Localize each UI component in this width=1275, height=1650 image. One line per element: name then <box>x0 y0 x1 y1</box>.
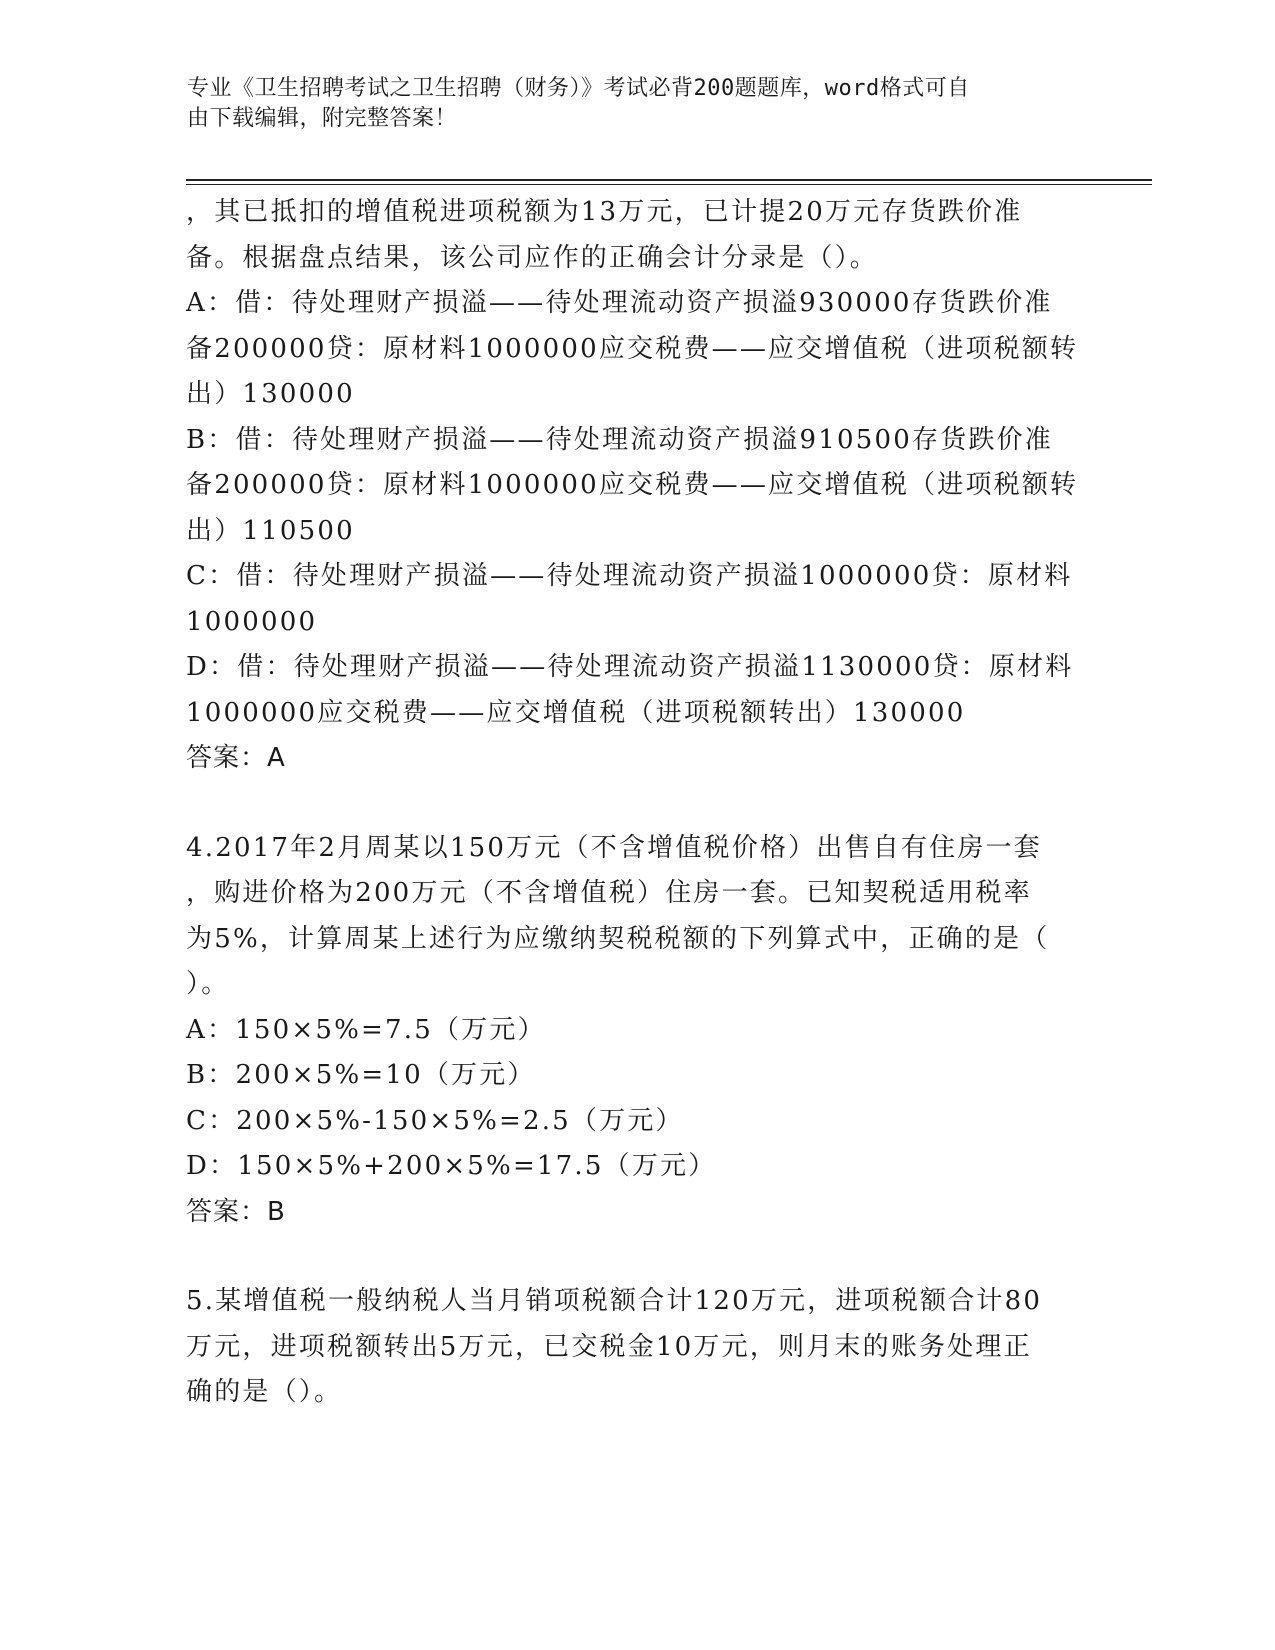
question-spacer <box>186 782 1076 826</box>
option-b-line: 出）110500 <box>186 515 355 546</box>
option-c-line: C：200×5%-150×5%=2.5（万元） <box>186 1105 684 1136</box>
option-a-line: A：借：待处理财产损溢——待处理流动资产损溢930000存货跌价准 <box>186 288 1053 318</box>
header-line: 由下载编辑，附完整答案！ <box>187 106 458 131</box>
option-b-line: 备200000贷：原材料1000000应交税费——应交增值税（进项税额转 <box>186 470 1079 500</box>
option-a-line: 备200000贷：原材料1000000应交税费——应交增值税（进项税额转 <box>186 333 1079 364</box>
document-header <box>187 74 1067 134</box>
question-stem-line: 5.某增值税一般纳税人当月销项税额合计120万元，进项税额合计80 <box>186 1286 1043 1316</box>
question-4 <box>186 826 1076 1236</box>
question-spacer <box>186 1235 1076 1279</box>
question-stem-line: 万元，进项税额转出5万元，已交税金10万元，则月末的账务处理正 <box>186 1331 1032 1362</box>
question-stem-line: 备。根据盘点结果，该公司应作的正确会计分录是（）。 <box>186 242 879 273</box>
option-c-line: 1000000 <box>186 606 318 637</box>
question-stem-line: ）。 <box>186 969 230 999</box>
option-a-line: A：150×5%=7.5（万元） <box>186 1014 546 1045</box>
option-a-line: 出）130000 <box>186 379 355 409</box>
document-body <box>186 190 1079 1416</box>
option-d-line: D：150×5%+200×5%=17.5（万元） <box>186 1151 717 1181</box>
header-rule-thin <box>186 184 1152 185</box>
option-d-line: D：借：待处理财产损溢——待处理流动资产损溢1130000贷：原材料 <box>186 652 1074 682</box>
header-line: 专业《卫生招聘考试之卫生招聘（财务）》考试必背200题题库，word格式可自 <box>187 76 970 101</box>
question-5 <box>186 1279 1076 1416</box>
option-b-line: B：200×5%=10（万元） <box>186 1060 536 1090</box>
question-stem-line: 确的是（）。 <box>186 1377 343 1407</box>
question-3 <box>186 190 1079 782</box>
answer-label: 答案：B <box>186 1196 286 1227</box>
option-d-line: 1000000应交税费——应交增值税（进项税额转出）130000 <box>186 697 966 728</box>
answer-label: 答案：A <box>186 743 286 773</box>
question-stem-line: ，购进价格为200万元（不含增值税）住房一套。已知契税适用税率 <box>186 878 1032 908</box>
option-c-line: C：借：待处理财产损溢——待处理流动资产损溢1000000贷：原材料 <box>186 561 1073 591</box>
question-stem-line: ，其已抵扣的增值税进项税额为13万元，已计提20万元存货跌价准 <box>186 197 1023 227</box>
question-stem-line: 4.2017年2月周某以150万元（不含增值税价格）出售自有住房一套 <box>186 832 1042 863</box>
header-rule-thick <box>186 179 1152 181</box>
option-b-line: B：借：待处理财产损溢——待处理流动资产损溢910500存货跌价准 <box>186 424 1053 455</box>
question-stem-line: 为5%，计算周某上述行为应缴纳契税税额的下列算式中，正确的是（ <box>186 923 1050 954</box>
